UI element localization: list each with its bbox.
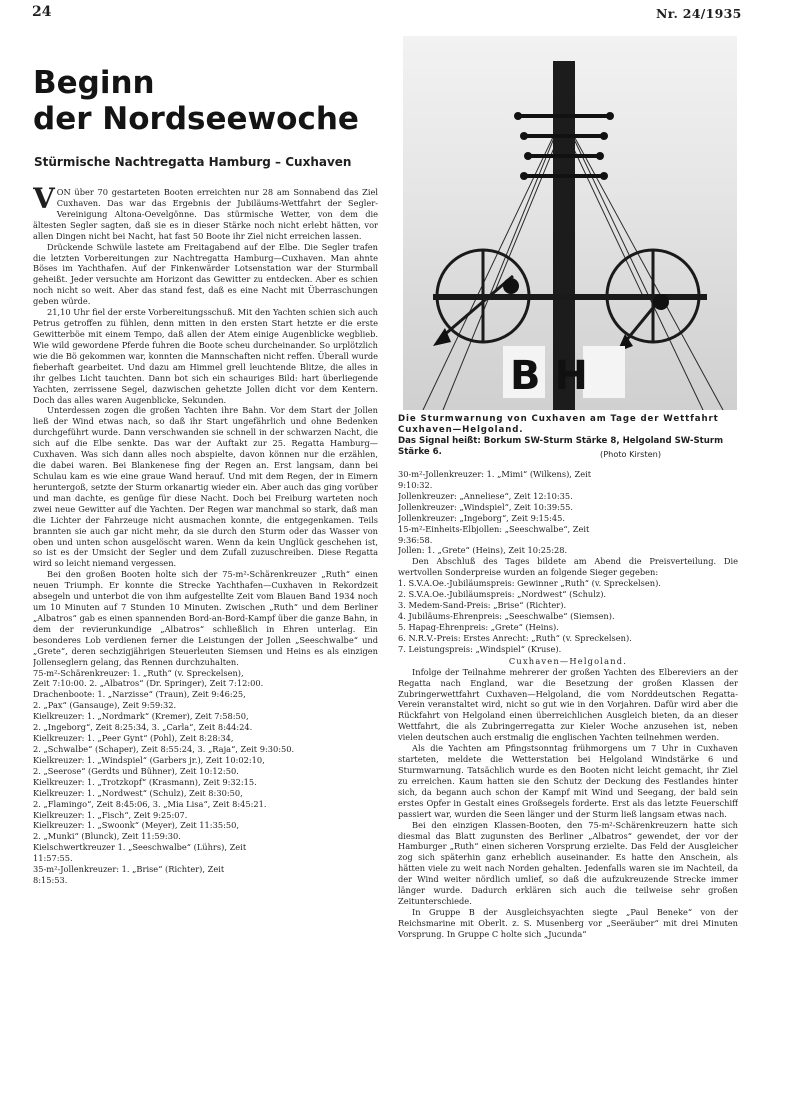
result-line: 2. „Ingeborg“, Zeit 8:25:34, 3. „Carla“, Zeit 8:44:24. [33, 722, 253, 733]
signal-mast-illustration [403, 36, 737, 410]
result-line: 2. „Pax“ (Gansauge), Zeit 9:59:32. [33, 700, 177, 711]
article-title [33, 66, 359, 138]
results-list-right [398, 469, 738, 556]
result-line: Jollenkreuzer: „Anneliese“, Zeit 12:10:35. [398, 490, 573, 501]
result-line: 30-m²-Jollenkreuzer: 1. „Mimi“ (Wilkens), Zeit [398, 469, 592, 479]
result-line: Jollen: 1. „Grete“ (Heins), Zeit 10:25:28. [398, 545, 568, 556]
result-line: Kielkreuzer: 1. „Swoonk“ (Meyer), Zeit 11:35:50, [33, 820, 239, 831]
page-number: 24 [32, 4, 52, 20]
result-line: 9:10:32. [398, 479, 433, 490]
result-line: Kielkreuzer: 1. „Trotzkopf“ (Krasmann), Zeit 9:32:15. [33, 776, 257, 787]
title-line-2: der Nordseewoche [33, 100, 359, 137]
paragraph: Bei den einzigen Klassen-Booten, den 75-m²-Schärenkreuzern hatte sich diesmal das Blatt zugunsten des Berliner „Albatros“ gewendet, der vor der Hamburger „Ruth“ einen sicheren Vorsprung erzielte. Das Feld der Ausgleicher zog sich späterhin ganz erheblich auseinander. Es hatte den Anschein, als hätten viele zu weit nach Norden gehalten. Jedenfalls waren sie im Nachteil, da der Wind weiter nördlich umlief, so daß die aufzukreuzende Strecke immer länger wurde. Dadurch erklären sich auch die teilweise sehr großen Zeitunterschiede. [398, 819, 738, 907]
article-subtitle: Stürmische Nachtregatta Hamburg – Cuxhaven [34, 155, 352, 169]
intro-text: ON über 70 gestarteten Booten erreichten nur 28 am Sonnabend das Ziel Cuxhaven. Das war das Ergebnis der Jubiläums-Wettfahrt der Segler-Vereinigung Altona-Oevelgönne. Das stürmische Wetter, von dem die ältesten Segler sagten, daß sie es in dieser Stärke noch nicht erlebt hätten, vor allen Dingen nicht bei Nacht, hat fast 50 Boote ihr Ziel nicht erreichen lassen. [33, 187, 378, 241]
photo-caption [398, 414, 738, 458]
caption-line-1: Die Sturmwarnung von Cuxhaven am Tage der Wettfahrt Cuxhaven—Helgoland. [398, 414, 719, 435]
prize-item: 3. Medem-Sand-Preis: „Brise“ (Richter). [398, 600, 567, 611]
prize-item: 2. S.V.A.Oe.-Jubiläumspreis: „Nordwest“ (Schulz). [398, 589, 607, 600]
result-line: Kielkreuzer: 1. „Peer Gynt“ (Pohl), Zeit 8:28:34, [33, 733, 234, 744]
prize-list [398, 578, 738, 654]
result-line: 2. „Schwalbe“ (Schaper), Zeit 8:55:24, 3. „Raja“, Zeit 9:30:50. [33, 744, 295, 755]
result-line: 15-m²-Einheits-Elbjollen: „Seeschwalbe“, Zeit [398, 523, 590, 534]
results-list-left [33, 668, 378, 886]
paragraph-intro [33, 187, 378, 242]
result-line: 75-m²-Schärenkreuzer: 1. „Ruth“ (v. Spreckelsen), [33, 667, 244, 678]
left-column [33, 187, 378, 886]
result-line: Kielkreuzer: 1. „Nordmark“ (Kremer), Zeit 7:58:50, [33, 711, 249, 722]
result-line: Drachenboote: 1. „Narzisse“ (Traun), Zeit 9:46:25, [33, 689, 246, 700]
paragraph: Infolge der Teilnahme mehrerer der großen Yachten des Elbereviers an der Regatta nach England, war die Besetzung der großen Klassen der Zubringerwettfahrt Cuxhaven—Helgoland, die vom Norddeutschen Regatta-Verein veranstaltet wird, nicht so gut wie in den Vorjahren. Dafür wird aber die Rückfahrt von Helgoland einen überreichlichen Ausgleich bieten, da an dieser Wettfahrt, die als Zubringerregatta zur Kieler Woche anzusehen ist, neben vielen deutschen auch erstmalig die englischen Yachten teilnehmen werden. [398, 666, 738, 743]
result-line: Zeit 7:10:00. 2. „Albatros“ (Dr. Springer), Zeit 7:12:00. [33, 678, 264, 689]
result-line: 8:15:53. [33, 875, 68, 886]
result-line: Kielkreuzer: 1. „Nordwest“ (Schulz), Zeit 8:30:50, [33, 787, 243, 798]
storm-signal-photo [403, 36, 737, 410]
result-line: Kielkreuzer: 1. „Fisch“, Zeit 9:25:07. [33, 809, 188, 820]
result-line: 11:57:55. [33, 853, 73, 864]
prize-item: 1. S.V.A.Oe.-Jubiläumspreis: Gewinner „Ruth“ (v. Spreckelsen). [398, 578, 661, 589]
paragraph: In Gruppe B der Ausgleichsyachten siegte „Paul Beneke“ von der Reichsmarine mit Oberlt. z. S. Musenberg vor „Seeräuber“ mit drei Minuten Vorsprung. In Gruppe C holte sich „Jucunda“ [398, 906, 738, 939]
result-line: 2. „Munki“ (Blunck), Zeit 11:59:30. [33, 831, 181, 842]
paragraph: Drückende Schwüle lastete am Freitagabend auf der Elbe. Die Segler trafen die letzten Vorbereitungen zur Nachtregatta Hamburg—Cuxhaven. Man ahnte Böses im Yachthafen. Auf der Finkenwärder Lotsenstation war der Sturmball geheißt. Jeder versuchte am Horizont das Gewitter zu entdecken. Aber es schien noch nicht so weit. Aber das stand fest, daß es eine Nacht mit Überraschungen geben würde. [33, 241, 378, 307]
result-line: Kielkreuzer: 1. „Windspiel“ (Garbers jr.), Zeit 10:02:10, [33, 754, 265, 765]
result-line: 2. „Seerose“ (Gerdts und Bühner), Zeit 10:12:50. [33, 765, 239, 776]
result-line: Jollenkreuzer: „Windspiel“, Zeit 10:39:55. [398, 501, 574, 512]
title-line-1: Beginn [33, 65, 155, 101]
result-line: Kielschwertkreuzer 1. „Seeschwalbe“ (Lührs), Zeit [33, 842, 247, 853]
paragraph: Bei den großen Booten holte sich der 75-m²-Schärenkreuzer „Ruth“ einen neuen Triumph. Er konnte die Strecke Yachthafen—Cuxhaven in Rekordzeit absegeln und unterbot die von ihm aufgestellte Zeit vom Blauen Band 1934 noch um 10 Minuten auf 7 Stunden 10 Minuten. Zwischen „Ruth“ und dem Berliner „Albatros“ gab es einen spannenden Bord-an-Bord-Kampf über die ganze Bahn, in dem der revierunkundige „Albatros“ schließlich in Ehren unterlag. Ein besonderes Lob verdienen ferner die Leistungen der Jollen „Seeschwalbe“ und „Grete“, deren sechzigjährigen Steuerleuten Siemsen und Heins es als einzigen Jollenseglern gelang, das Rennen durchzuhalten. [33, 569, 378, 667]
paragraph: 21,10 Uhr fiel der erste Vorbereitungsschuß. Mit den Yachten schien sich auch Petrus getroffen zu fühlen, denn mitten in den ersten Start hetzte er die erste Gewitterböe mit einem Tempo, daß allen der Atem einige Augenblicke wegblieb. Wie wild gewordene Pferde fuhren die Boote scheu durcheinander. So urplötzlich wie die Bö gekommen war, konnten die Mannschaften nicht reffen. Überall wurde fieberhaft gearbeitet. Und dazu am Himmel grell leuchtende Blitze, die alles in ihr gelbes Licht tauchten. Dann bot sich ein schauriges Bild: hart überliegende Yachten, zerrissene Segel, dazwischen gehetzte Jollen dicht vor dem Kentern. Doch das alles waren Augenblicke, Sekunden. [33, 307, 378, 405]
caption-line-2: Das Signal heißt: Borkum SW-Sturm Stärke 8, Helgoland SW-Sturm Stärke 6. [398, 436, 724, 457]
prize-item: 4. Jubiläums-Ehrenpreis: „Seeschwalbe“ (Siemsen). [398, 610, 615, 621]
issue-number: Nr. 24/1935 [656, 6, 742, 21]
result-line: 2. „Flamingo“, Zeit 8:45:06, 3. „Mia Lisa“, Zeit 8:45:21. [33, 798, 267, 809]
photo-credit: (Photo Kirsten) [600, 449, 662, 459]
prize-item: 6. N.R.V.-Preis: Erstes Anrecht: „Ruth“ (v. Spreckelsen). [398, 632, 632, 643]
drop-cap: V [33, 187, 55, 215]
result-line: 9:36:58. [398, 534, 433, 545]
paragraph: Unterdessen zogen die großen Yachten ihre Bahn. Vor dem Start der Jollen ließ der Wind etwas nach, so daß ihr Start ungefährlich und ohne Bedenken durchgeführt wurde. Dann verschwanden sie schnell in der schwarzen Nacht, die sich auf die Elbe senkte. Das war der Auftakt zur 25. Regatta Hamburg—Cuxhaven. Was sich dann alles noch abspielte, davon können nur die erzählen, die dabei waren. Bei Blankenese fing der Regen an. Erst langsam, dann bei Schulau kam es wie eine graue Wand herauf. Und mit dem Regen, der in Eimern heruntergoß, setzte der Sturm orkanartig wieder ein. Aber auch das ging vorüber und man dachte, es genüge für diese Nacht. Doch bei Freiburg warteten noch zwei neue Gewitter auf die Yachten. Der Regen war manchmal so stark, daß man die Lichter der Fahrzeuge nicht ausmachen konnte, die entgegenkamen. Teils brannten sie auch gar nicht mehr, da sie durch den Sturm oder das Wasser von oben und unten schon ausgelöscht waren. Wenn da kein Unglück geschehen ist, so ist es der Umsicht der Segler und dem Zufall zuzuschreiben. Diese Regatta wird so leicht niemand vergessen. [33, 405, 378, 569]
paragraph: Als die Yachten am Pfingstsonntag frühmorgens um 7 Uhr in Cuxhaven starteten, meldete die Wetterstation bei Helgoland Windstärke 6 und Sturmwarnung. Tatsächlich wurde es den Booten nicht leicht gemacht, ihr Ziel zu erreichen. Kaum hatten sie den Schutz der Deckung des Festlandes hinter sich, da begann auch schon der Kampf mit Wind und Seegang, der bald sein erstes Opfer in Gestalt eines Großsegels forderte. Erst als das letzte Feuerschiff passiert war, wurden die Seen länger und der Sturm ließ langsam etwas nach. [398, 743, 738, 819]
right-column [398, 469, 738, 940]
prize-item: 7. Leistungspreis: „Windspiel“ (Kruse). [398, 643, 562, 654]
result-line: Jollenkreuzer: „Ingeborg“, Zeit 9:15:45. [398, 512, 566, 523]
section-heading: Cuxhaven—Helgoland. [508, 655, 628, 666]
paragraph-prize-intro: Den Abschluß des Tages bildete am Abend die Preisverteilung. Die wertvollen Sonderpreise wurden an folgende Sieger gegeben: [398, 556, 738, 578]
signal-letter-b: B H [510, 353, 588, 399]
prize-item: 5. Hapag-Ehrenpreis: „Grete“ (Heins). [398, 621, 559, 632]
result-line: 35-m²-Jollenkreuzer: 1. „Brise“ (Richter), Zeit [33, 864, 225, 875]
